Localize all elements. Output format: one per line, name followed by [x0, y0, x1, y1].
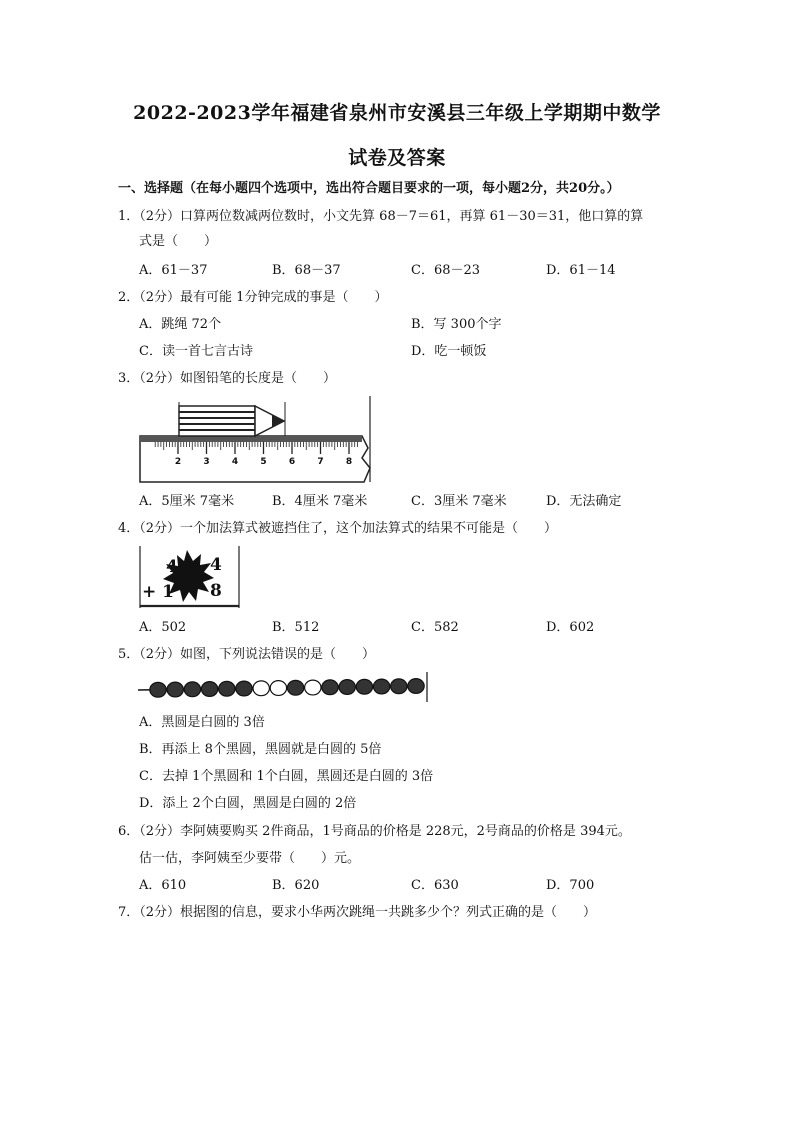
section-heading: 一、选择题（在每小题四个选项中，选出符合题目要求的一项，每小题2分，共20分。）: [118, 181, 620, 196]
q2-option-c[interactable]: C．读一首七言古诗: [139, 344, 253, 359]
ruler-tick-label: 5: [260, 457, 267, 467]
black-bead: [236, 681, 252, 696]
ruler-tick-label: 6: [288, 457, 296, 467]
q1-option-d[interactable]: D．61－14: [546, 263, 616, 278]
white-bead: [253, 681, 269, 696]
black-bead: [184, 682, 200, 697]
q4-option-b[interactable]: B．512: [272, 620, 320, 635]
q3-option-c[interactable]: C．3厘米 7毫米: [411, 494, 507, 509]
black-bead: [356, 679, 372, 694]
q5-option-a[interactable]: A．黑圆是白圆的 3倍: [139, 715, 265, 730]
black-bead: [391, 679, 407, 694]
fig-top-left: 4: [166, 557, 178, 577]
black-bead: [287, 680, 303, 695]
question-2-text: 2．（2分）最有可能 1分钟完成的事是（ ）: [118, 290, 388, 305]
black-bead: [219, 681, 235, 696]
page-subtitle: 试卷及答案: [348, 147, 446, 169]
pencil-icon: [179, 402, 285, 436]
q1-option-a[interactable]: A．61－37: [139, 263, 208, 278]
white-bead: [305, 680, 321, 695]
question-6-text-cont: 估一估，李阿姨至少要带（ ）元。: [139, 851, 361, 866]
fig-bottom-right: 8: [210, 581, 222, 601]
ruler-tick-label: 2: [174, 457, 182, 467]
q5-option-b[interactable]: B．再添上 8个黑圆，黑圆就是白圆的 5倍: [139, 742, 382, 757]
page-title: 2022-2023学年福建省泉州市安溪县三年级上学期期中数学: [133, 102, 661, 124]
black-bead: [201, 682, 217, 697]
black-bead: [408, 679, 424, 694]
q6-option-a[interactable]: A．610: [139, 878, 187, 893]
q3-option-d[interactable]: D．无法确定: [546, 494, 622, 509]
ruler-tick-label: 7: [317, 457, 324, 467]
ruler-top-band: [140, 436, 362, 442]
ruler-tick-label: 4: [231, 457, 239, 467]
q2-option-b[interactable]: B．写 300个字: [411, 317, 502, 332]
black-bead: [322, 680, 338, 695]
bead-group: [150, 679, 424, 698]
question-5-text: 5．（2分）如图，下列说法错误的是（ ）: [118, 647, 376, 662]
q2-option-d[interactable]: D．吃一顿饭: [411, 344, 487, 359]
q6-option-d[interactable]: D．700: [546, 878, 595, 893]
q5-option-d[interactable]: D．添上 2个白圆，黑圆是白圆的 2倍: [139, 796, 357, 811]
question-4-text: 4．（2分）一个加法算式被遮挡住了，这个加法算式的结果不可能是（ ）: [118, 521, 558, 536]
fig-bottom-left: + 1: [142, 582, 174, 602]
q3-option-a[interactable]: A．5厘米 7毫米: [139, 494, 235, 509]
q4-option-c[interactable]: C．582: [411, 620, 459, 635]
q6-option-b[interactable]: B．620: [272, 878, 320, 893]
q2-option-a[interactable]: A．跳绳 72个: [139, 317, 222, 332]
beads-figure: [138, 672, 430, 704]
q5-option-c[interactable]: C．去掉 1个黑圆和 1个白圆，黑圆还是白圆的 3倍: [139, 769, 434, 784]
question-3-text: 3．（2分）如图铅笔的长度是（ ）: [118, 371, 337, 386]
q6-option-c[interactable]: C．630: [411, 878, 459, 893]
question-1-text: 1．（2分）口算两位数减两位数时，小文先算 68－7＝61，再算 61－30＝31，他口算的算: [118, 209, 644, 224]
question-1-text-cont: 式是（ ）: [139, 234, 218, 249]
q3-option-b[interactable]: B．4厘米 7毫米: [272, 494, 368, 509]
q4-option-a[interactable]: A．502: [139, 620, 187, 635]
black-bead: [167, 682, 183, 697]
ruler-tick-label: 3: [203, 457, 210, 467]
white-bead: [270, 681, 286, 696]
addition-figure: [138, 546, 242, 610]
q1-option-b[interactable]: B．68－37: [272, 263, 341, 278]
black-bead: [373, 679, 389, 694]
ruler-pencil-figure: [138, 396, 374, 484]
question-6-text: 6．（2分）李阿姨要购买 2件商品，1号商品的价格是 228元，2号商品的价格是 394元。: [118, 824, 631, 839]
black-bead: [150, 682, 166, 697]
question-7-text: 7．（2分）根据图的信息，要求小华两次跳绳一共跳多少个？列式正确的是（ ）: [118, 905, 597, 920]
q1-option-c[interactable]: C．68－23: [411, 263, 481, 278]
ruler-tick-label: 8: [345, 457, 353, 467]
black-bead: [339, 680, 355, 695]
fig-top-right: 4: [210, 555, 222, 575]
q4-option-d[interactable]: D．602: [546, 620, 595, 635]
